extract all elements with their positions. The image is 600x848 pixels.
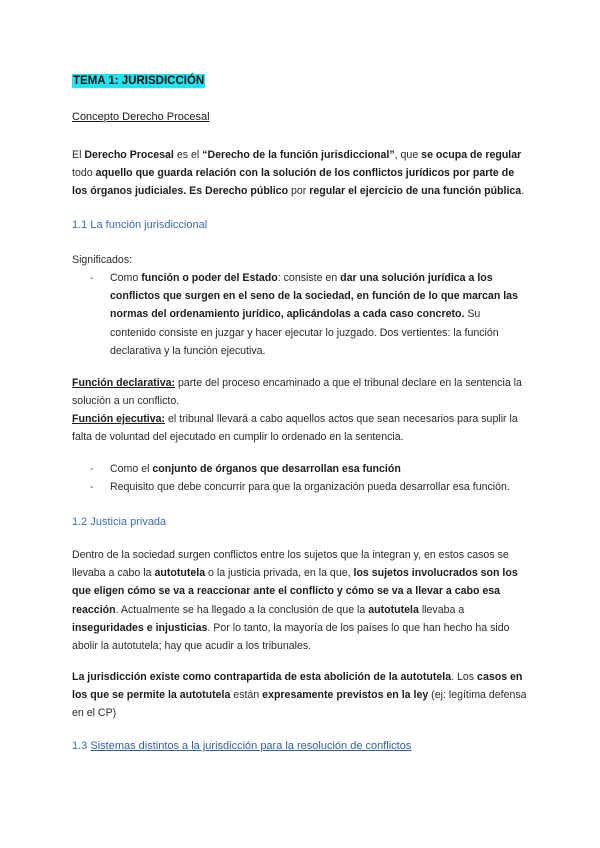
title-highlight: TEMA 1: JURISDICCIÓN — [73, 75, 205, 87]
concepto-paragraph: El Derecho Procesal es el “Derecho de la función jurisdiccional”, que se ocupa de regular todo aquello que guarda relación con la solución de los conflictos jurídicos por parte de los órganos judiciales. Es Derecho público por regular el ejercicio de una función pública. — [72, 149, 525, 198]
significados-list — [72, 269, 528, 360]
funcion-ejecutiva-paragraph: Función ejecutiva: el tribunal llevará a cabo aquellos actos que sean necesarios para suplir la falta de voluntad del ejecutado en cumplir lo ordenado en la sentencia. — [72, 413, 518, 444]
organos-list — [72, 460, 528, 496]
concepto-heading: Concepto Derecho Procesal — [72, 111, 210, 123]
section-1-1-heading: 1.1 La función jurisdiccional — [72, 219, 208, 231]
list-item: - Como función o poder del Estado: consiste en dar una solución jurídica a los conflictos que surgen en el seno de la sociedad, en función de lo que marcan las normas del ordenamiento jurídico, aplicándolas a cada caso concreto. Su contenido consiste en juzgar y hacer ejecutar lo juzgado. Dos vertientes: la función declarativa y la función ejecutiva. — [72, 269, 528, 360]
section-1-3-heading: 1.3 Sistemas distintos a la jurisdicción para la resolución de conflictos — [72, 740, 412, 752]
section-1-3-link[interactable]: Sistemas distintos a la jurisdicción para la resolución de conflictos — [90, 740, 412, 752]
jurisdiccion-paragraph: La jurisdicción existe como contrapartida de esta abolición de la autotutela. Los casos en los que se permite la autotutela están expresamente previstos en la ley (ej: legítima defensa en el CP) — [72, 671, 527, 720]
list-item: - Requisito que debe concurrir para que la organización pueda desarrollar esa función. — [72, 478, 528, 496]
justicia-privada-paragraph: Dentro de la sociedad surgen conflictos entre los sujetos que la integran y, en estos casos se llevaba a cabo la autotutela o la justicia privada, en la que, los sujetos involucrados son los que eligen cómo se va a reaccionar ante el conflicto y cómo se va a llevar a cabo esa reacción. Actualmente se ha llegado a la conclusión de que la autotutela llevaba a inseguridades e injusticias. Por lo tanto, la mayoría de los países lo que han hecho ha sido abolir la autotutela; hay que acudir a los tribunales. — [72, 549, 518, 653]
section-1-2-heading: 1.2 Justicia privada — [72, 516, 167, 528]
list-item: - Como el conjunto de órganos que desarrollan esa función — [72, 460, 528, 478]
significados-label: Significados: — [72, 254, 133, 266]
funcion-declarativa-paragraph: Función declarativa: parte del proceso encaminado a que el tribunal declare en la sentencia la solución a un conflicto. — [72, 377, 522, 408]
document-title — [72, 72, 528, 90]
